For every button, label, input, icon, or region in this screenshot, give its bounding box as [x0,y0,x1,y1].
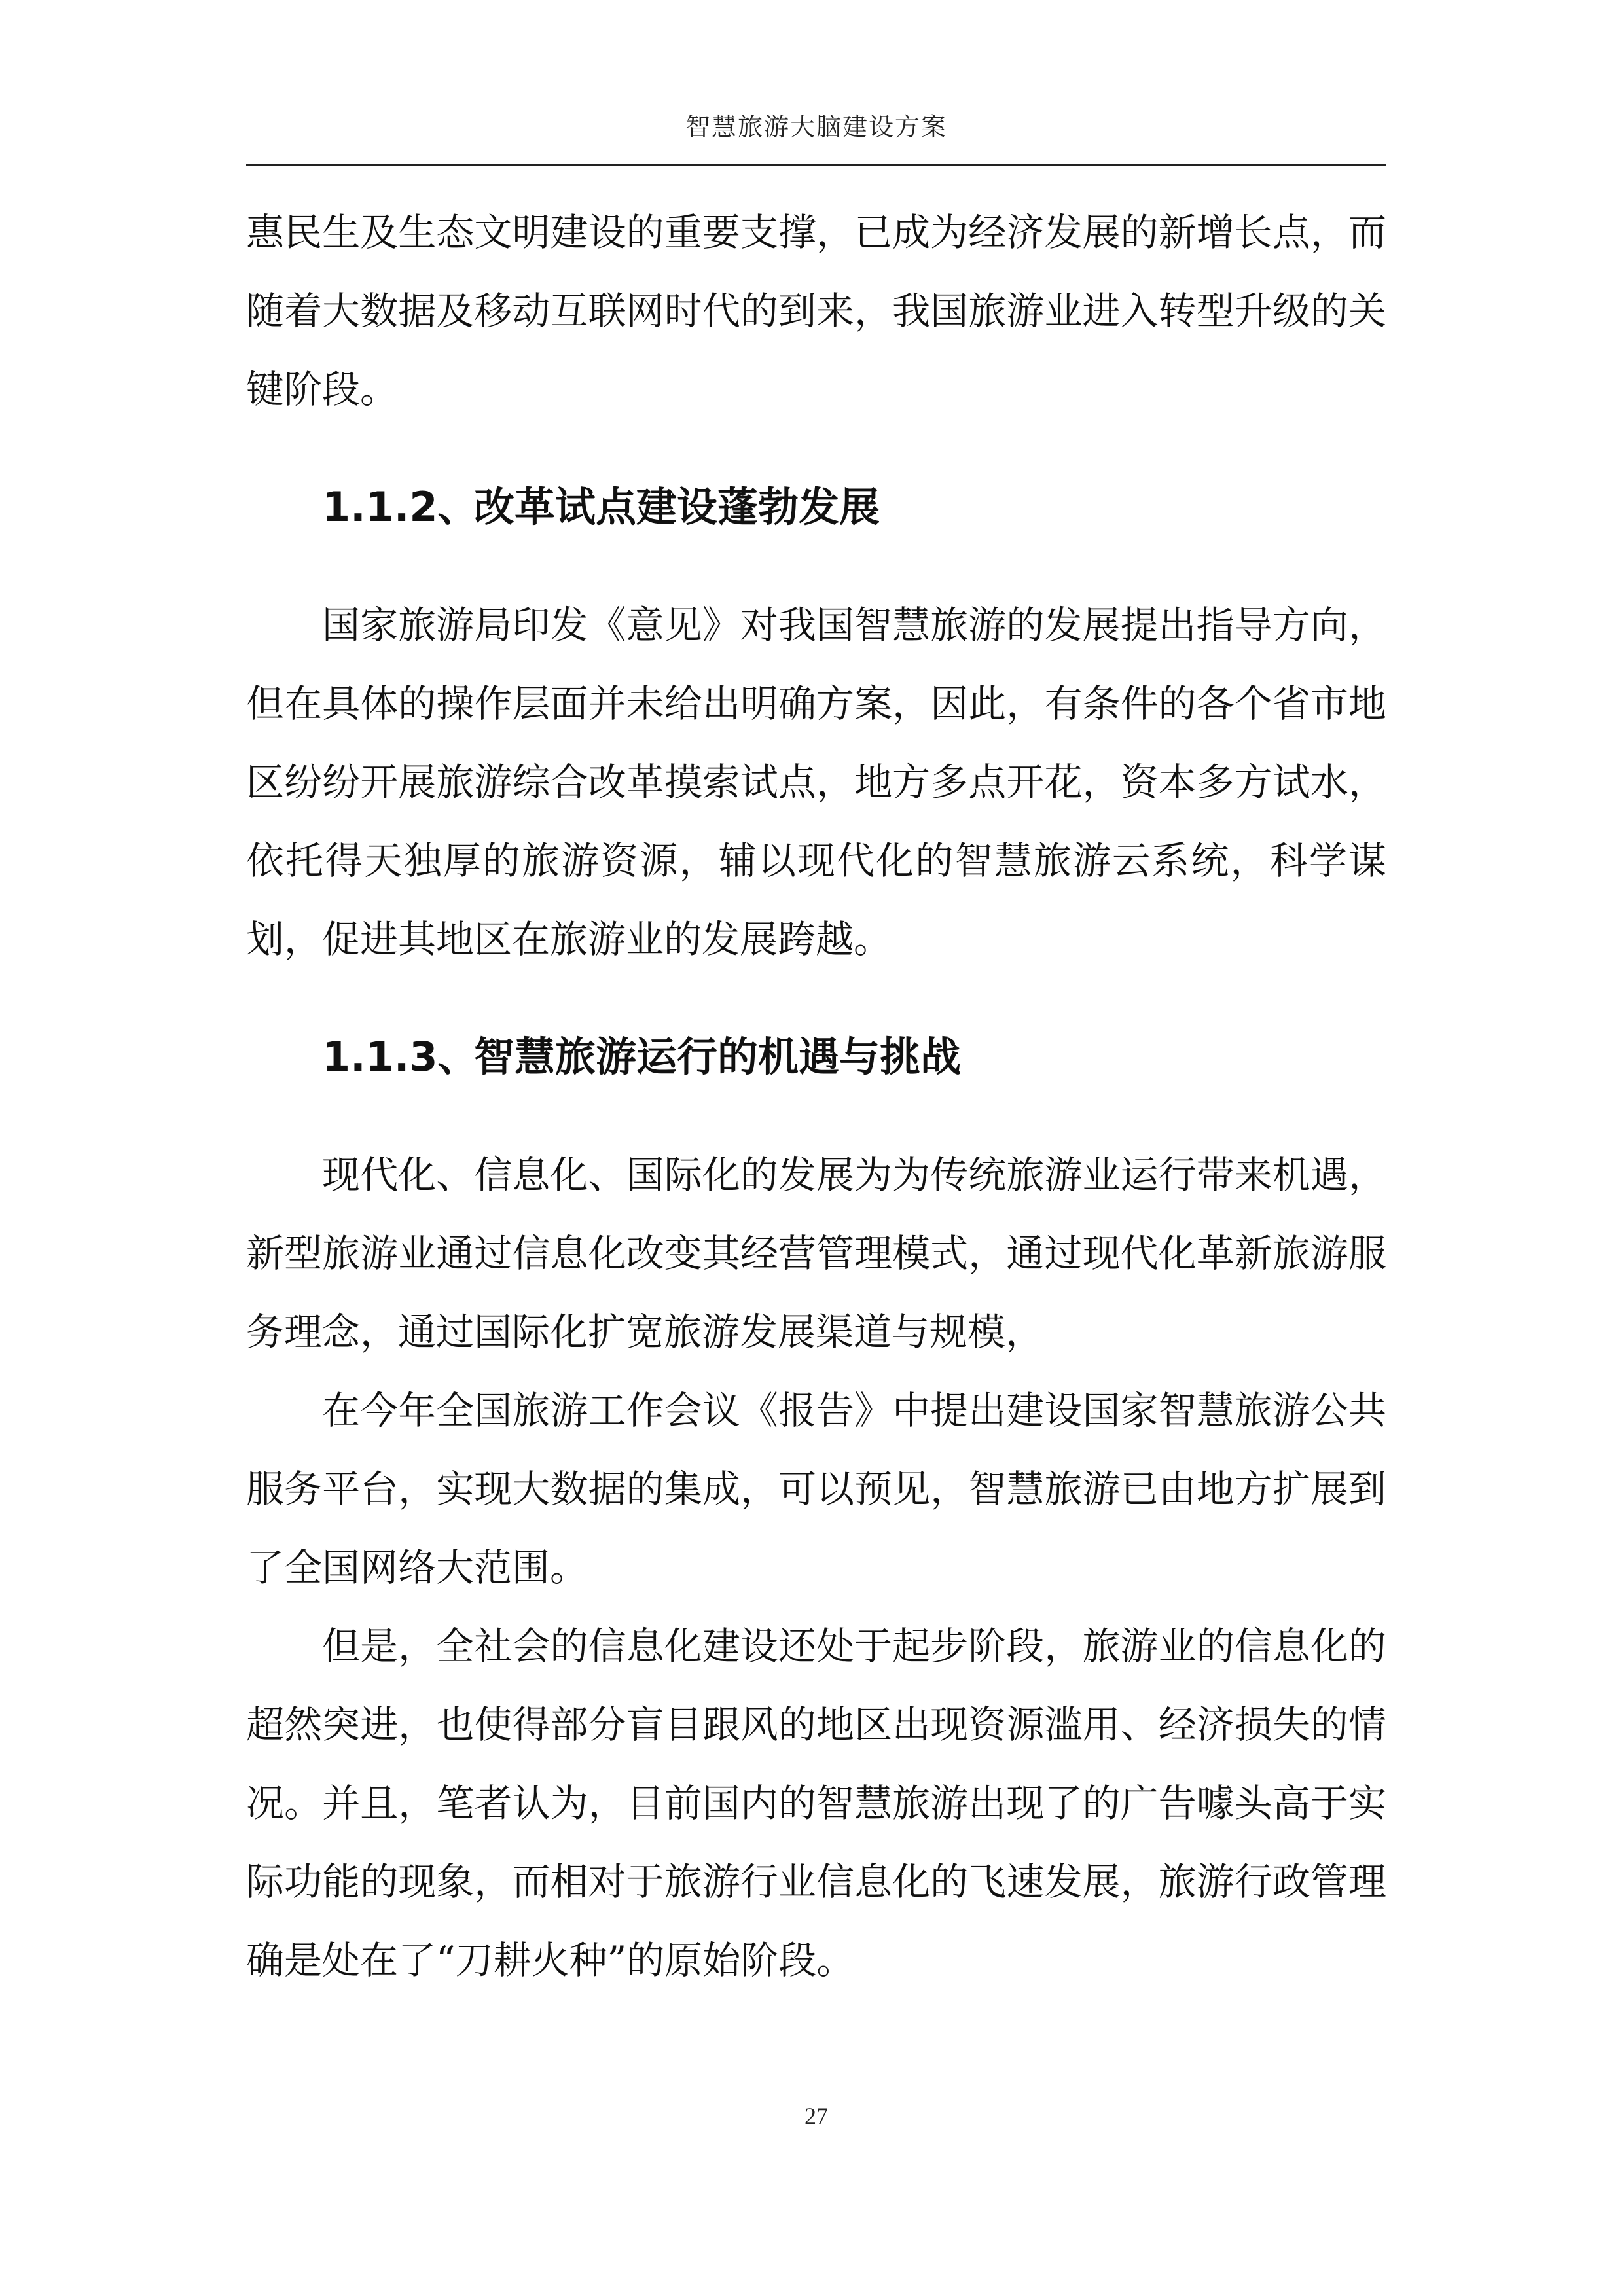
paragraph-1-1-3-c: 但是，全社会的信息化建设还处于起步阶段，旅游业的信息化的超然突进，也使得部分盲目跟风的地区出现资源滥用、经济损失的情况。并且，笔者认为，目前国内的智慧旅游出现了的广告噱头高于实际功能的现象，而相对于旅游行业信息化的飞速发展，旅游行政管理确是处在了“刀耕火种”的原始阶段。 [246,1624,1386,1982]
spacer [246,429,1386,468]
section-heading-1-1-3 [246,1018,1386,1096]
spacer [246,978,1386,1018]
spacer [246,1096,1386,1136]
paragraph-intro: 惠民生及生态文明建设的重要支撑，已成为经济发展的新增长点，而随着大数据及移动互联网时代的到来，我国旅游业进入转型升级的关键阶段。 [246,210,1386,412]
running-header: 智慧旅游大脑建设方案 [685,113,947,141]
spacer [246,547,1386,586]
document-body [246,193,1386,2000]
section-title: 改革试点建设蓬勃发展 [474,483,880,531]
paragraph-1-1-2: 国家旅游局印发《意见》对我国智慧旅游的发展提出指导方向，但在具体的操作层面并未给出明确方案，因此，有条件的各个省市地区纷纷开展旅游综合改革摸索试点，地方多点开花，资本多方试水，依托得天独厚的旅游资源，辅以现代化的智慧旅游云系统，科学谋划，促进其地区在旅游业的发展跨越。 [246,603,1386,961]
paragraph-1-1-3-a: 现代化、信息化、国际化的发展为为传统旅游业运行带来机遇，新型旅游业通过信息化改变其经营管理模式，通过现代化革新旅游服务理念，通过国际化扩宽旅游发展渠道与规模， [246,1153,1386,1354]
section-number: 1.1.3、 [322,1033,478,1081]
section-title: 智慧旅游运行的机遇与挑战 [474,1033,962,1081]
section-heading-1-1-2 [246,468,1386,547]
section-number: 1.1.2、 [322,483,478,531]
paragraph-1-1-3-b: 在今年全国旅游工作会议《报告》中提出建设国家智慧旅游公共服务平台，实现大数据的集成，可以预见，智慧旅游已由地方扩展到了全国网络大范围。 [246,1388,1386,1590]
page-number: 27 [804,2103,828,2129]
header-rule [246,164,1386,166]
